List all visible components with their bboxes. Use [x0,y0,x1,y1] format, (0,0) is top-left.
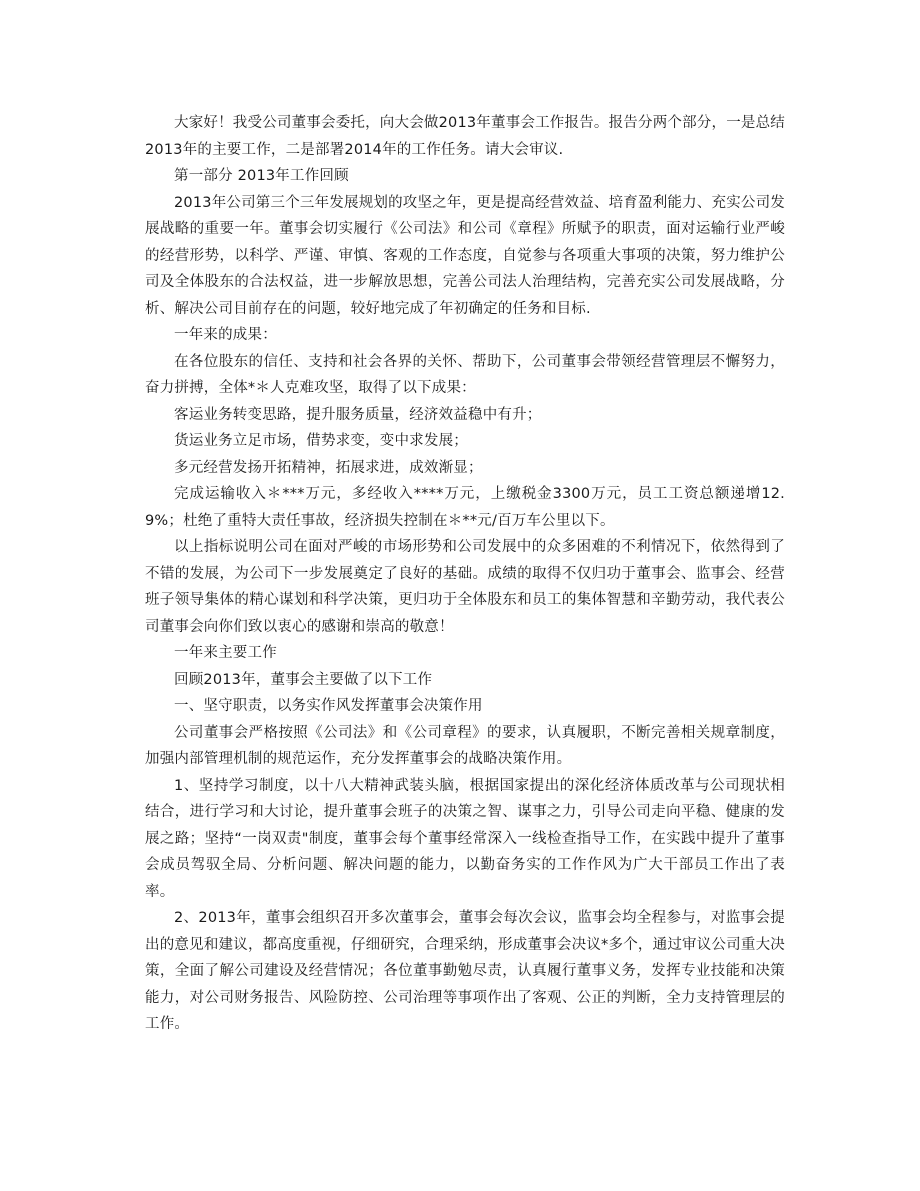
paragraph: 在各位股东的信任、支持和社会各界的关怀、帮助下，公司董事会带领经营管理层不懈努力，奋力拼搏，全体*＊人克难攻坚，取得了以下成果： [145,353,785,396]
paragraph: 完成运输收入＊***万元，多经收入****万元，上缴税金3300万元，员工工资总额递增12.9%；杜绝了重特大责任事故，经济损失控制在＊**元/百万车公里以下。 [145,486,785,529]
subsection-heading: 一、坚守职责，以务实作风发挥董事会决策作用 [174,698,483,714]
paragraph: 回顾2013年，董事会主要做了以下工作 [174,671,433,688]
numbered-paragraph: 1、坚持学习制度，以十八大精神武装头脑，根据国家提出的深化经济体质改革与公司现状相结合，进行学习和大讨论，提升董事会班子的决策之智、谋事之力，引导公司走向平稳、健康的发展之路；坚持“一岗双责"制度，董事会每个董事经常深入一线检查指导工作，在实践中提升了董事会成员驾驭全局、分析问题、解决问题的能力，以勤奋务实的工作作风为广大干部员工作出了表率。 [145,777,785,900]
achievement-item: 客运业务转变思路，提升服务质量，经济效益稳中有升； [174,406,542,423]
section-heading-achievements: 一年来的成果： [174,327,277,343]
achievement-item: 货运业务立足市场，借势求变，变中求发展； [174,433,468,449]
paragraph: 2013年公司第三个三年发展规划的攻坚之年，更是提高经营效益、培育盈利能力、充实公司发展战略的重要一年。董事会切实履行《公司法》和公司《章程》所赋予的职责，面对运输行业严峻的经营形势，以科学、严谨、审慎、客观的工作态度，自觉参与各项重大事项的决策，努力维护公司及全体股东的合法权益，进一步解放思想，完善公司法人治理结构，完善充实公司发展战略，分析、解决公司目前存在的问题，较好地完成了年初确定的任务和目标. [145,194,785,317]
numbered-paragraph: 2、2013年，董事会组织召开多次董事会，董事会每次会议，监事会均全程参与，对监事会提出的意见和建议，都高度重视，仔细研究，合理采纳，形成董事会决议*多个，通过审议公司重大决策，全面了解公司建设及经营情况；各位董事勤勉尽责，认真履行董事义务，发挥专业技能和决策能力，对公司财务报告、风险防控、公司治理等事项作出了客观、公正的判断，全力支持管理层的工作。 [145,910,785,1032]
section-heading-main-work: 一年来主要工作 [174,645,277,661]
opening-paragraph: 大家好！我受公司董事会委托，向大会做2013年董事会工作报告。报告分两个部分，一是总结2013年的主要工作，二是部署2014年的工作任务。请大会审议. [145,115,785,158]
paragraph: 以上指标说明公司在面对严峻的市场形势和公司发展中的众多困难的不利情况下，依然得到了不错的发展，为公司下一步发展奠定了良好的基础。成绩的取得不仅归功于董事会、监事会、经营班子领导集体的精心谋划和科学决策，更归功于全体股东和员工的集体智慧和辛勤劳动，我代表公司董事会向你们致以衷心的感谢和崇高的敬意！ [145,539,785,635]
part-one-heading: 第一部分 2013年工作回顾 [174,168,349,184]
report-body [145,110,785,1038]
achievement-item: 多元经营发扬开拓精神，拓展求进，成效渐显； [174,459,483,476]
paragraph: 公司董事会严格按照《公司法》和《公司章程》的要求，认真履职，不断完善相关规章制度，加强内部管理机制的规范运作，充分发挥董事会的战略决策作用。 [145,724,785,767]
